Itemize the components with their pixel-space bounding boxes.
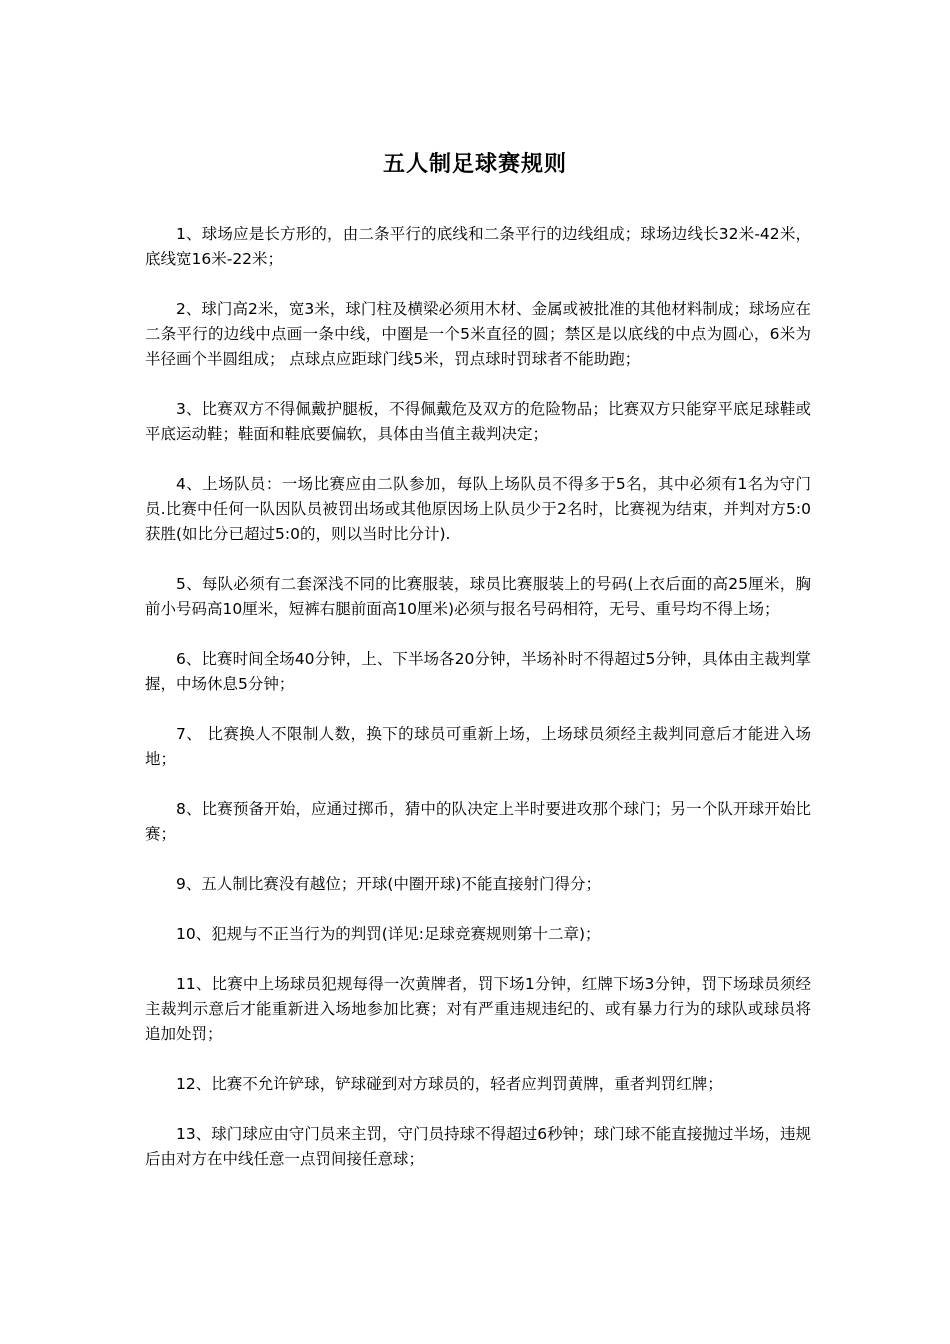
rule-item: 12、比赛不允许铲球，铲球碰到对方球员的，轻者应判罚黄牌，重者判罚红牌； bbox=[176, 1075, 723, 1093]
rule-item: 9、五人制比赛没有越位；开球(中圈开球)不能直接射门得分； bbox=[176, 875, 601, 893]
rule-item: 11、比赛中上场球员犯规每得一次黄牌者，罚下场1分钟，红牌下场3分钟，罚下场球员须经主裁判示意后才能重新进入场地参加比赛；对有严重违规违纪的、或有暴力行为的球队或球员将追加处罚； bbox=[145, 975, 811, 1043]
rule-item: 8、比赛预备开始，应通过掷币，猜中的队决定上半时要进攻那个球门；另一个队开球开始比赛； bbox=[145, 800, 811, 843]
rule-item: 1、球场应是长方形的，由二条平行的底线和二条平行的边线组成；球场边线长32米-42米，底线宽16米-22米； bbox=[145, 225, 811, 268]
rule-item: 2、球门高2米，宽3米，球门柱及横梁必须用木材、金属或被批准的其他材料制成；球场应在二条平行的边线中点画一条中线，中圈是一个5米直径的圆；禁区是以底线的中点为圆心，6米为半径画个半圆组成； 点球点应距球门线5米，罚点球时罚球者不能助跑； bbox=[145, 300, 811, 368]
rule-item: 4、上场队员：一场比赛应由二队参加，每队上场队员不得多于5名，其中必须有1名为守门员.比赛中任何一队因队员被罚出场或其他原因场上队员少于2名时，比赛视为结束，并判对方5:0获胜(如比分已超过5:0的，则以当时比分计). bbox=[145, 475, 811, 543]
rule-item: 6、比赛时间全场40分钟，上、下半场各20分钟，半场补时不得超过5分钟，具体由主裁判掌握，中场休息5分钟； bbox=[145, 650, 811, 693]
rule-item: 10、犯规与不正当行为的判罚(详见:足球竞赛规则第十二章)； bbox=[176, 925, 601, 943]
rules-list bbox=[145, 222, 811, 1197]
rule-item: 3、比赛双方不得佩戴护腿板，不得佩戴危及双方的危险物品；比赛双方只能穿平底足球鞋或平底运动鞋；鞋面和鞋底要偏软，具体由当值主裁判决定； bbox=[145, 400, 811, 443]
document-title: 五人制足球赛规则 bbox=[382, 151, 567, 177]
rule-item: 5、每队必须有二套深浅不同的比赛服装，球员比赛服装上的号码(上衣后面的高25厘米，胸前小号码高10厘米，短裤右腿前面高10厘米)必须与报名号码相符，无号、重号均不得上场； bbox=[145, 575, 811, 618]
rule-item: 7、 比赛换人不限制人数，换下的球员可重新上场，上场球员须经主裁判同意后才能进入场地； bbox=[145, 725, 811, 768]
rule-item: 13、球门球应由守门员来主罚，守门员持球不得超过6秒钟；球门球不能直接抛过半场，违规后由对方在中线任意一点罚间接任意球； bbox=[145, 1125, 811, 1168]
